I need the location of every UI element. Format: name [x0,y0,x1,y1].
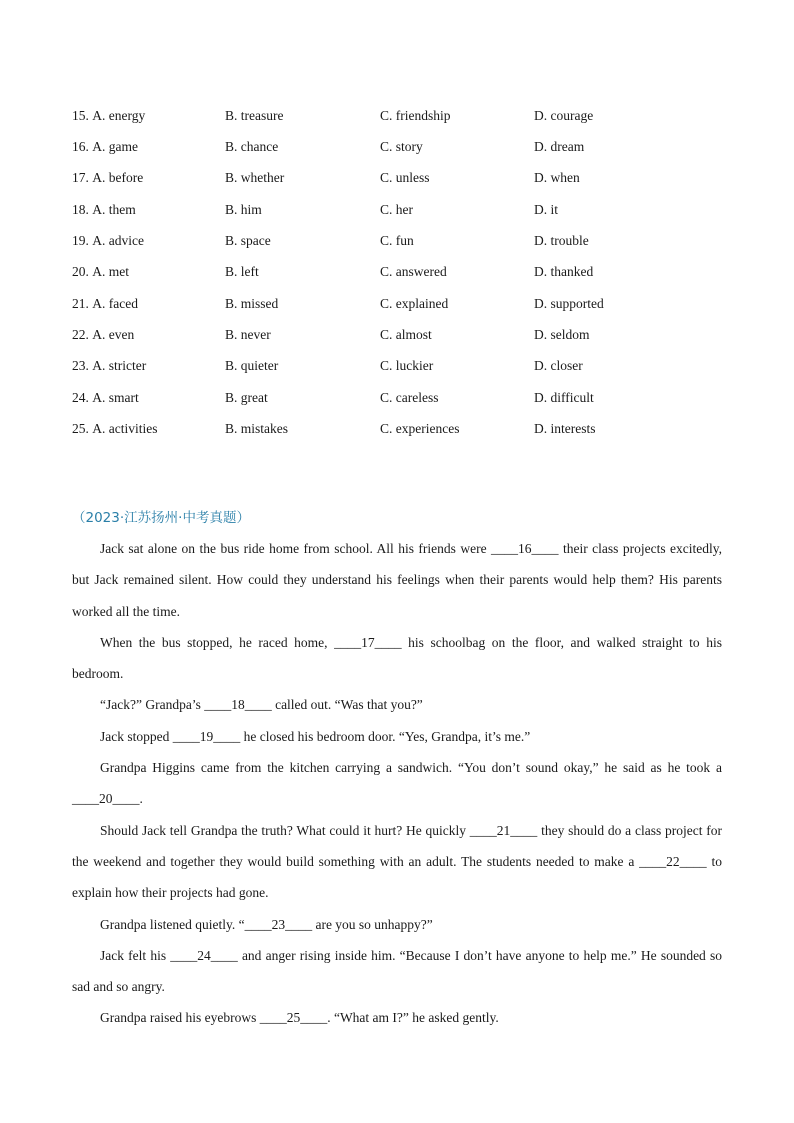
option-b: B. treasure [225,107,284,123]
option-row-15 [72,100,732,131]
option-b: B. left [225,264,259,280]
option-c: C. friendship [380,107,451,123]
paragraph: Jack stopped ____19____ he closed his bedroom door. “Yes, Grandpa, it’s me.” [100,728,531,744]
option-c: C. story [380,139,423,155]
option-c: C. her [380,201,413,217]
option-d: D. seldom [534,326,590,342]
option-row-21 [72,288,732,319]
option-row-19 [72,225,732,256]
option-c: C. fun [380,233,414,249]
option-d: D. interests [534,420,596,436]
option-a: 18. A. them [72,201,136,217]
option-a: 25. A. activities [72,420,158,436]
option-a: 21. A. faced [72,295,138,311]
paragraph: Should Jack tell Grandpa the truth? What could it hurt? He quickly ____21____ they should do a class project for the weekend and together they would build something with an adult. The students needed to make a ____22____ to explain how their projects had gone. [72,822,722,901]
option-a: 23. A. stricter [72,358,147,374]
option-b: B. mistakes [225,420,288,436]
source-label: （2023·江苏扬州·中考真题） [72,510,250,526]
option-a: 17. A. before [72,170,144,186]
option-row-24 [72,382,732,413]
option-d: D. closer [534,358,583,374]
option-b: B. whether [225,170,285,186]
option-d: D. dream [534,139,585,155]
option-row-25 [72,413,732,444]
option-d: D. difficult [534,389,594,405]
option-c: C. almost [380,326,432,342]
option-c: C. experiences [380,420,460,436]
option-d: D. thanked [534,264,594,280]
option-b: B. great [225,389,268,405]
paragraph: Grandpa raised his eyebrows ____25____. “What am I?” he asked gently. [100,1010,499,1026]
option-row-18 [72,194,732,225]
option-d: D. it [534,201,559,217]
paragraph: Grandpa listened quietly. “____23____ are you so unhappy?” [100,916,433,932]
paragraph: “Jack?” Grandpa’s ____18____ called out. “Was that you?” [100,697,423,713]
option-c: C. answered [380,264,447,280]
option-row-16 [72,131,732,162]
option-a: 22. A. even [72,326,135,342]
option-b: B. never [225,326,271,342]
option-d: D. courage [534,107,594,123]
option-b: B. quieter [225,358,279,374]
option-c: C. luckier [380,358,434,374]
option-c: C. explained [380,295,449,311]
paragraph: When the bus stopped, he raced home, ____17____ his schoolbag on the floor, and walked straight to his bedroom. [72,634,722,682]
option-d: D. supported [534,295,604,311]
option-row-17 [72,163,732,194]
option-row-20 [72,256,732,287]
option-a: 19. A. advice [72,233,144,249]
option-b: B. chance [225,139,279,155]
option-d: D. when [534,170,580,186]
option-row-23 [72,350,732,381]
option-c: C. careless [380,389,439,405]
paragraph: Jack felt his ____24____ and anger rising inside him. “Because I don’t have anyone to help me.” He sounded so sad and so angry. [72,947,722,995]
option-b: B. missed [225,295,279,311]
option-a: 16. A. game [72,139,138,155]
option-a: 15. A. energy [72,107,146,123]
option-a: 24. A. smart [72,389,139,405]
option-d: D. trouble [534,233,589,249]
paragraph: Jack sat alone on the bus ride home from school. All his friends were ____16____ their class projects excitedly, but Jack remained silent. How could they understand his feelings when their parents would help them? His parents worked all the time. [72,541,722,619]
option-c: C. unless [380,170,430,186]
option-row-22 [72,319,732,350]
option-b: B. him [225,201,262,217]
option-a: 20. A. met [72,264,129,280]
passage [72,533,722,1034]
option-b: B. space [225,233,271,249]
paragraph: Grandpa Higgins came from the kitchen carrying a sandwich. “You don’t sound okay,” he said as he took a ____20____. [72,760,722,807]
options-table [72,100,732,444]
